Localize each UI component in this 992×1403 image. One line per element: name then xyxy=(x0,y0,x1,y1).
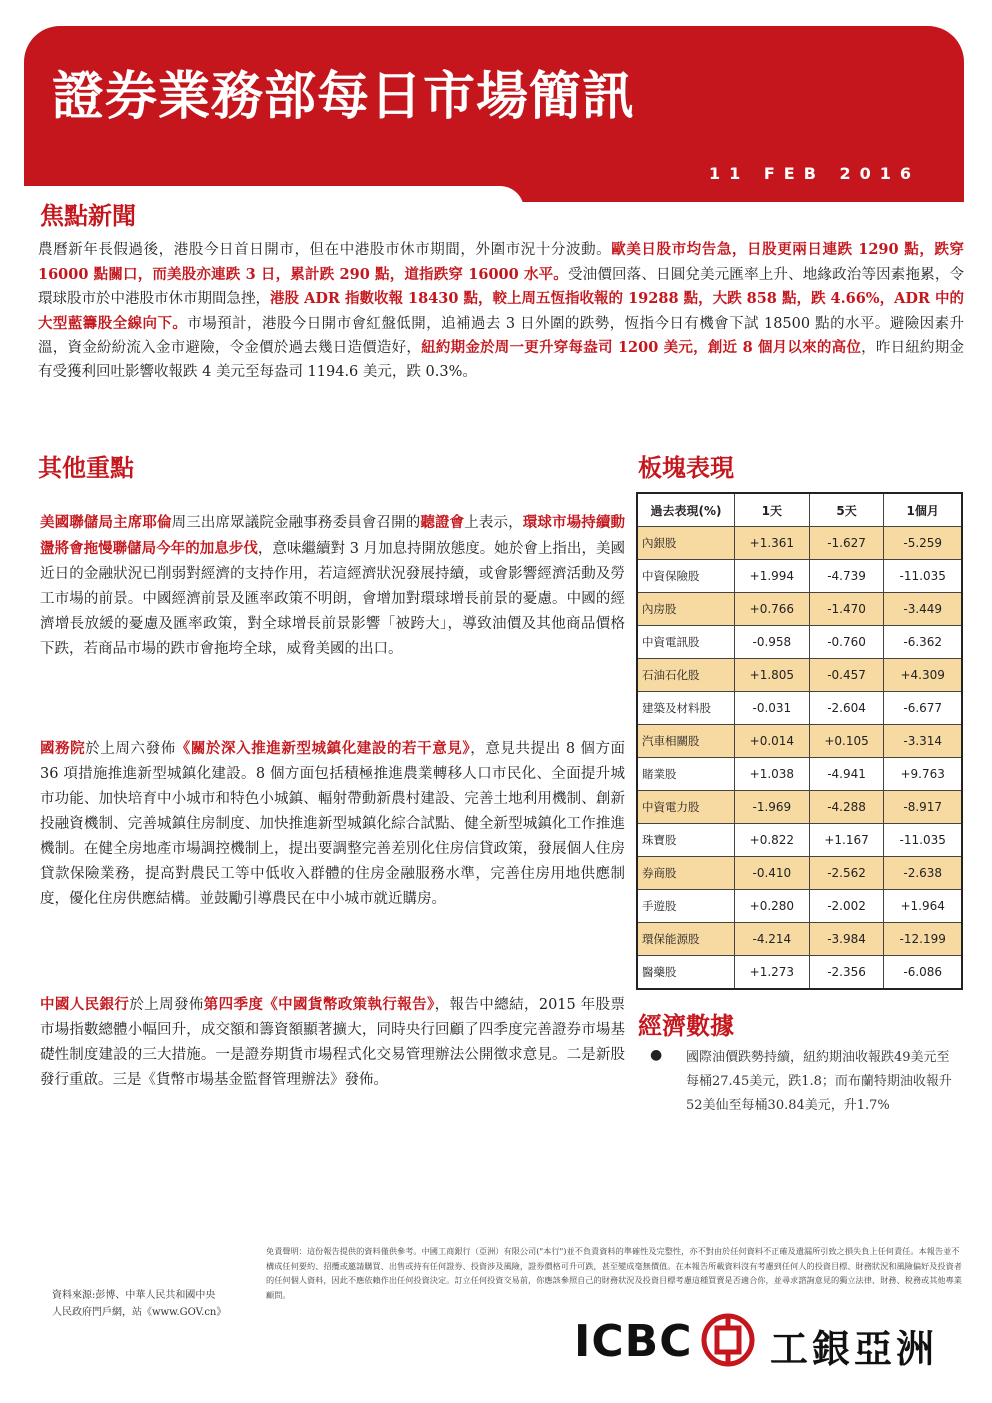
five-day-cell: -2.604 xyxy=(809,692,884,725)
icbc-logo-text: ICBC xyxy=(574,1316,693,1367)
data-source xyxy=(52,1287,252,1321)
sector-name-cell: 中資電訊股 xyxy=(637,626,735,659)
five-day-cell: -2.356 xyxy=(809,956,884,990)
highlight-text: 《關於深入推進新型城鎮化建設的若干意見》 xyxy=(175,740,471,757)
one-day-cell: +0.766 xyxy=(735,593,810,626)
one-month-cell: +4.309 xyxy=(884,659,962,692)
one-day-cell: -0.958 xyxy=(735,626,810,659)
body-text: 於上周發佈 xyxy=(129,997,204,1013)
one-day-cell: +0.014 xyxy=(735,725,810,758)
sector-name-cell: 環保能源股 xyxy=(637,923,735,956)
sector-name-cell: 石油石化股 xyxy=(637,659,735,692)
five-day-cell: -2.562 xyxy=(809,857,884,890)
pboc-paragraph xyxy=(40,992,625,1093)
one-day-cell: +1.361 xyxy=(735,527,810,560)
table-header-row xyxy=(637,493,962,527)
sector-performance-table xyxy=(636,492,963,990)
sector-performance-heading: 板塊表現 xyxy=(638,454,734,482)
one-day-cell: -1.969 xyxy=(735,791,810,824)
focus-news-heading: 焦點新聞 xyxy=(40,202,136,230)
table-row xyxy=(637,692,962,725)
body-text: 受油價回落、日圓兌美元匯率上升、地緣政治等因素拖累，令環球股市於中港股市休市期間急挫， xyxy=(38,266,965,307)
page-title: 證券業務部每日市場簡訊 xyxy=(52,67,636,127)
one-month-cell: -6.677 xyxy=(884,692,962,725)
table-row xyxy=(637,725,962,758)
focus-news-text xyxy=(38,238,964,384)
body-text: 農曆新年長假過後，港股今日首日開市，但在中港股市休市期間，外圍市況十分波動。 xyxy=(38,242,612,258)
sector-name-cell: 賭業股 xyxy=(637,758,735,791)
five-day-cell: -0.760 xyxy=(809,626,884,659)
table-row xyxy=(637,791,962,824)
one-day-cell: -0.031 xyxy=(735,692,810,725)
sector-name-cell: 汽車相關股 xyxy=(637,725,735,758)
column-header: 5天 xyxy=(809,493,884,527)
table-row xyxy=(637,923,962,956)
one-month-cell: -6.086 xyxy=(884,956,962,990)
one-day-cell: +0.822 xyxy=(735,824,810,857)
table-row xyxy=(637,857,962,890)
one-day-cell: +1.805 xyxy=(735,659,810,692)
five-day-cell: -0.457 xyxy=(809,659,884,692)
data-source-line: 人民政府門戶網，站《www.GOV.cn》 xyxy=(52,1307,227,1318)
five-day-cell: +0.105 xyxy=(809,725,884,758)
one-month-cell: -5.259 xyxy=(884,527,962,560)
highlight-text: 歐美日股市均告急，日股更兩日連跌 1290 點，跌穿 16000 點關口，而美股亦連跌 3 日，累計跌 290 點，道指跌穿 16000 水平。 xyxy=(38,241,964,283)
five-day-cell: -3.984 xyxy=(809,923,884,956)
state-council-paragraph xyxy=(40,736,625,912)
sector-name-cell: 珠寶股 xyxy=(637,824,735,857)
bullet-icon: ● xyxy=(650,1047,663,1063)
table-row xyxy=(637,527,962,560)
other-highlights-heading: 其他重點 xyxy=(38,454,134,482)
table-row xyxy=(637,824,962,857)
highlight-text: 中國人民銀行 xyxy=(40,996,130,1013)
highlight-text: 美國聯儲局主席耶倫 xyxy=(40,514,172,531)
five-day-cell: +1.167 xyxy=(809,824,884,857)
one-month-cell: +9.763 xyxy=(884,758,962,791)
table-row xyxy=(637,758,962,791)
disclaimer: 免責聲明：這份報告提供的資料僅供參考。中國工商銀行（亞洲）有限公司("本行")並不負責資料的準確性及完整性，亦不對由於任何資料不正確及遺漏所引致之損失負上任何責任。本報告並不構成任何要約、招攬或邀請購買、出售或持有任何證券、投資涉及風險，證券價格可升可跌，甚至變成毫無價值。在本報告所載資料沒有考慮到任何人的投資目標、財務狀況和風險偏好及投資者的任何個人資料，因此不應依賴作出任何投資決定。訂立任何投資交易前，你應該參照自己的財務狀況及投資目標考慮這種買賣是否適合你，並尋求諮詢意見的獨立法律、財務、稅務或其他專業顧問。 xyxy=(266,1246,962,1300)
five-day-cell: -2.002 xyxy=(809,890,884,923)
economic-data-heading: 經濟數據 xyxy=(638,1012,734,1040)
column-header: 1個月 xyxy=(884,493,962,527)
body-text: 於上周六發佈 xyxy=(85,741,176,757)
highlight-text: 紐約期金於周一更升穿每盎司 1200 美元，創近 8 個月以來的高位 xyxy=(421,339,862,356)
economic-data-item: 國際油價跌勢持續，紐約期油收報跌49美元至每桶27.45美元，跌1.8；而布蘭特期油收報升52美仙至每桶30.84美元，升1.7% xyxy=(686,1050,952,1113)
sector-name-cell: 建築及材料股 xyxy=(637,692,735,725)
highlight-text: 環球市場持續動盪將會拖慢聯儲局今年的加息步伐 xyxy=(40,514,626,557)
one-month-cell: -12.199 xyxy=(884,923,962,956)
one-day-cell: -0.410 xyxy=(735,857,810,890)
one-month-cell: -6.362 xyxy=(884,626,962,659)
sector-name-cell: 內銀股 xyxy=(637,527,735,560)
one-month-cell: -8.917 xyxy=(884,791,962,824)
fed-paragraph xyxy=(40,510,625,662)
highlight-text: 第四季度《中國貨幣政策執行報告》 xyxy=(203,996,435,1013)
sector-name-cell: 內房股 xyxy=(637,593,735,626)
one-month-cell: -2.638 xyxy=(884,857,962,890)
one-month-cell: -3.314 xyxy=(884,725,962,758)
table-row xyxy=(637,659,962,692)
table-row xyxy=(637,626,962,659)
five-day-cell: -4.941 xyxy=(809,758,884,791)
table-row xyxy=(637,956,962,990)
one-day-cell: +1.038 xyxy=(735,758,810,791)
one-month-cell: -11.035 xyxy=(884,824,962,857)
highlight-text: 聽證會 xyxy=(420,514,465,531)
column-header: 過去表現(%) xyxy=(637,493,735,527)
body-text: 周三出席眾議院金融事務委員會召開的 xyxy=(171,515,421,531)
sector-name-cell: 中資保險股 xyxy=(637,560,735,593)
five-day-cell: -4.739 xyxy=(809,560,884,593)
sector-name-cell: 中資電力股 xyxy=(637,791,735,824)
one-month-cell: -11.035 xyxy=(884,560,962,593)
table-row xyxy=(637,593,962,626)
one-day-cell: +0.280 xyxy=(735,890,810,923)
body-text: ，意見共提出 8 個方面 36 項措施推進新型城鎮化建設。8 個方面包括積極推進農業轉移人口市民化、全面提升城市功能、加快培育中小城市和特色小城鎮、輻射帶動新農村建設、完善土地利用機制、創新投融資機制、完善城鎮住房制度、加快推進新型城鎮化綜合試點、健全新型城鎮化工作推進機制。在健全房地產市場調控機制上，提出要調整完善差別化住房信貸政策，發展個人住房貸款保險業務，提高對農民工等中低收入群體的住房金融服務水準，完善住房用地供應制度，優化住房供應結構。並鼓勵引導農民在中小城市就近購房。 xyxy=(40,741,626,907)
five-day-cell: -1.627 xyxy=(809,527,884,560)
sector-name-cell: 券商股 xyxy=(637,857,735,890)
body-text: ，意味繼續對 3 月加息持開放態度。她於會上指出，美國近日的金融狀況已削弱對經濟的支持作用，若這經濟狀況發展持續，或會影響經濟活動及勞工市場的前景。中國經濟前景及匯率政策不明朗，會增加對環球增長前景的憂慮。中國的經濟增長放緩的憂慮及匯率政策，對全球增長前景影響「被跨大」，導致油價及其他商品價格下跌，若商品市場的跌市會拖垮全球，威脅美國的出口。 xyxy=(40,541,626,657)
highlight-text: 港股 ADR 指數收報 18430 點，較上周五恆指收報的 19288 點，大跌 858 點，跌 4.66%，ADR 中的大型藍籌股全線向下。 xyxy=(38,290,965,332)
body-text: ，報告中總結，2015 年股票市場指數總體小幅回升，成交額和籌資額顯著擴大，同時央行回顧了四季度完善證券市場基礎性制度建設的三大措施。一是證券期貨市場程式化交易管理辦法公開徵求意見。二是新股發行重啟。三是《貨幣市場基金監督管理辦法》發佈。 xyxy=(40,997,626,1088)
table-row xyxy=(637,560,962,593)
report-date: 11 FEB 2016 xyxy=(709,164,920,183)
body-text: 上表示， xyxy=(464,515,523,531)
sector-name-cell: 手遊股 xyxy=(637,890,735,923)
icbc-asia-logo-text: 工銀亞洲 xyxy=(770,1327,939,1371)
table-row xyxy=(637,890,962,923)
one-month-cell: +1.964 xyxy=(884,890,962,923)
highlight-text: 國務院 xyxy=(40,740,86,757)
five-day-cell: -1.470 xyxy=(809,593,884,626)
body-text: ，昨日紐約期金有受獲利回吐影響收報跌 4 美元至每盎司 1194.6 美元，跌 0.3%。 xyxy=(38,340,965,380)
sector-name-cell: 醫藥股 xyxy=(637,956,735,990)
icbc-logo-icon xyxy=(700,1312,756,1368)
one-day-cell: +1.994 xyxy=(735,560,810,593)
one-day-cell: +1.273 xyxy=(735,956,810,990)
one-month-cell: -3.449 xyxy=(884,593,962,626)
five-day-cell: -4.288 xyxy=(809,791,884,824)
body-text: 市場預計，港股今日開市會紅盤低開，追補過去 3 日外圍的跌勢，恆指今日有機會下試 18500 點的水平。避險因素升溫，資金紛紛流入金市避險，令金價於過去幾日造價造好， xyxy=(38,315,965,356)
data-source-line: 資料來源:彭博、中華人民共和國中央 xyxy=(52,1290,216,1301)
one-day-cell: -4.214 xyxy=(735,923,810,956)
column-header: 1天 xyxy=(735,493,810,527)
